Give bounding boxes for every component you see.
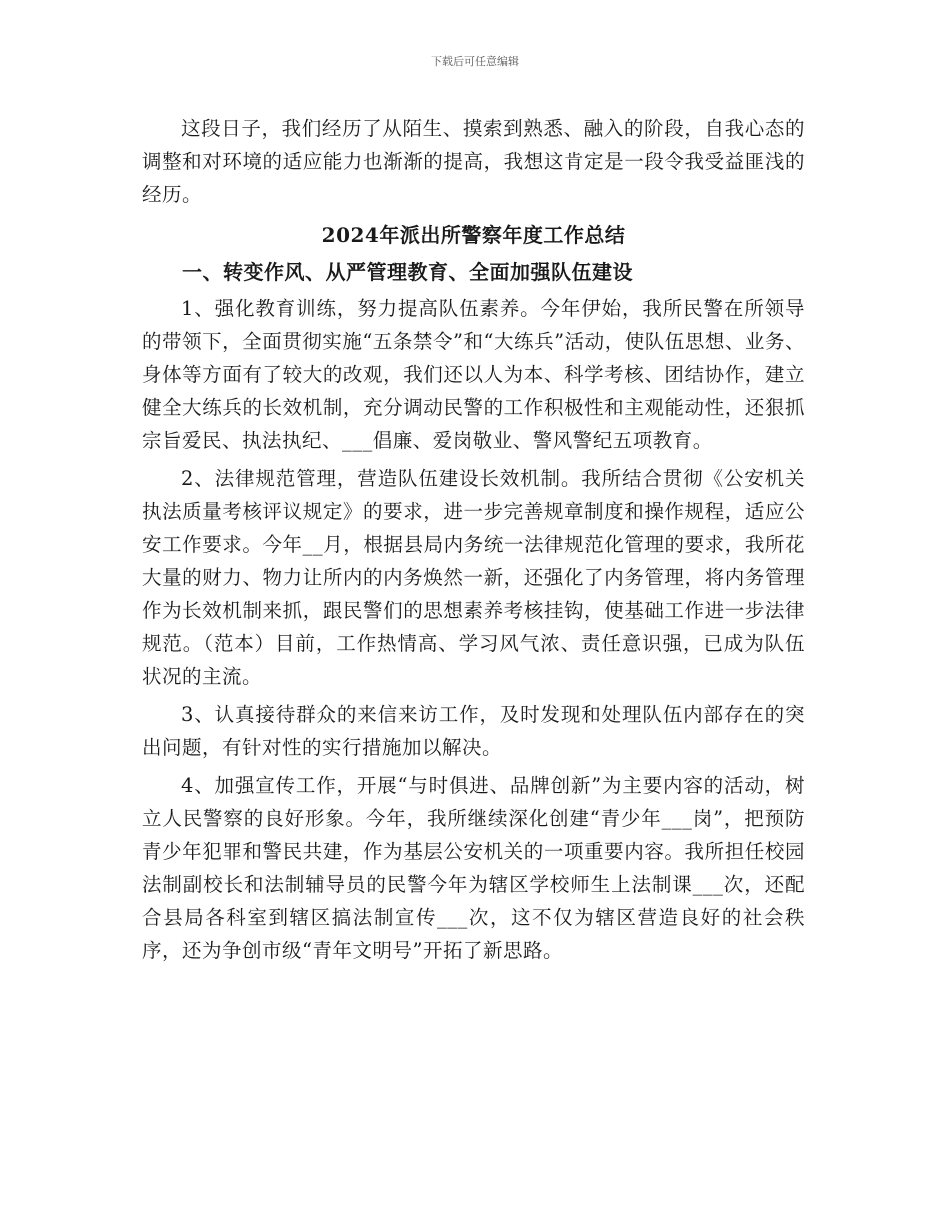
section-heading: 一、转变作风、从严管理教育、全面加强队伍建设 bbox=[182, 260, 633, 284]
document-body bbox=[142, 112, 805, 972]
paragraph-3: 3、认真接待群众的来信来访工作，及时发现和处理队伍内部存在的突出问题，有针对性的实行措施加以解决。 bbox=[142, 703, 805, 759]
page-header-note: 下载后可任意编辑 bbox=[431, 55, 519, 68]
paragraph-4: 4、加强宣传工作，开展“与时俱进、品牌创新”为主要内容的活动，树立人民警察的良好形象。今年，我所继续深化创建“青少年___岗”，把预防青少年犯罪和警民共建，作为基层公安机关的一项重要内容。我所担任校园法制副校长和法制辅导员的民警今年为辖区学校师生上法制课___次，还配合县局各科室到辖区搞法制宣传___次，这不仅为辖区营造良好的社会秩序，还为争创市级“青年文明号”开拓了新思路。 bbox=[142, 774, 805, 962]
intro-paragraph: 这段日子，我们经历了从陌生、摸索到熟悉、融入的阶段，自我心态的调整和对环境的适应能力也渐渐的提高，我想这肯定是一段令我受益匪浅的经历。 bbox=[142, 117, 805, 206]
document-title: 2024年派出所警察年度工作总结 bbox=[321, 223, 626, 247]
paragraph-1: 1、强化教育训练，努力提高队伍素养。今年伊始，我所民警在所领导的带领下，全面贯彻实施“五条禁令”和“大练兵”活动，使队伍思想、业务、身体等方面有了较大的改观，我们还以人为本、科学考核、团结协作，建立健全大练兵的长效机制，充分调动民警的工作积极性和主观能动性，还狠抓宗旨爱民、执法执纪、___倡廉、爱岗敬业、警风警纪五项教育。 bbox=[142, 297, 805, 452]
paragraph-2: 2、法律规范管理，营造队伍建设长效机制。我所结合贯彻《公安机关执法质量考核评议规定》的要求，进一步完善规章制度和操作规程，适应公安工作要求。今年__月，根据县局内务统一法律规范化管理的要求，我所花大量的财力、物力让所内的内务焕然一新，还强化了内务管理，将内务管理作为长效机制来抓，跟民警们的思想素养考核挂钩，使基础工作进一步法律规范。（范本）目前，工作热情高、学习风气浓、责任意识强，已成为队伍状况的主流。 bbox=[142, 467, 805, 688]
